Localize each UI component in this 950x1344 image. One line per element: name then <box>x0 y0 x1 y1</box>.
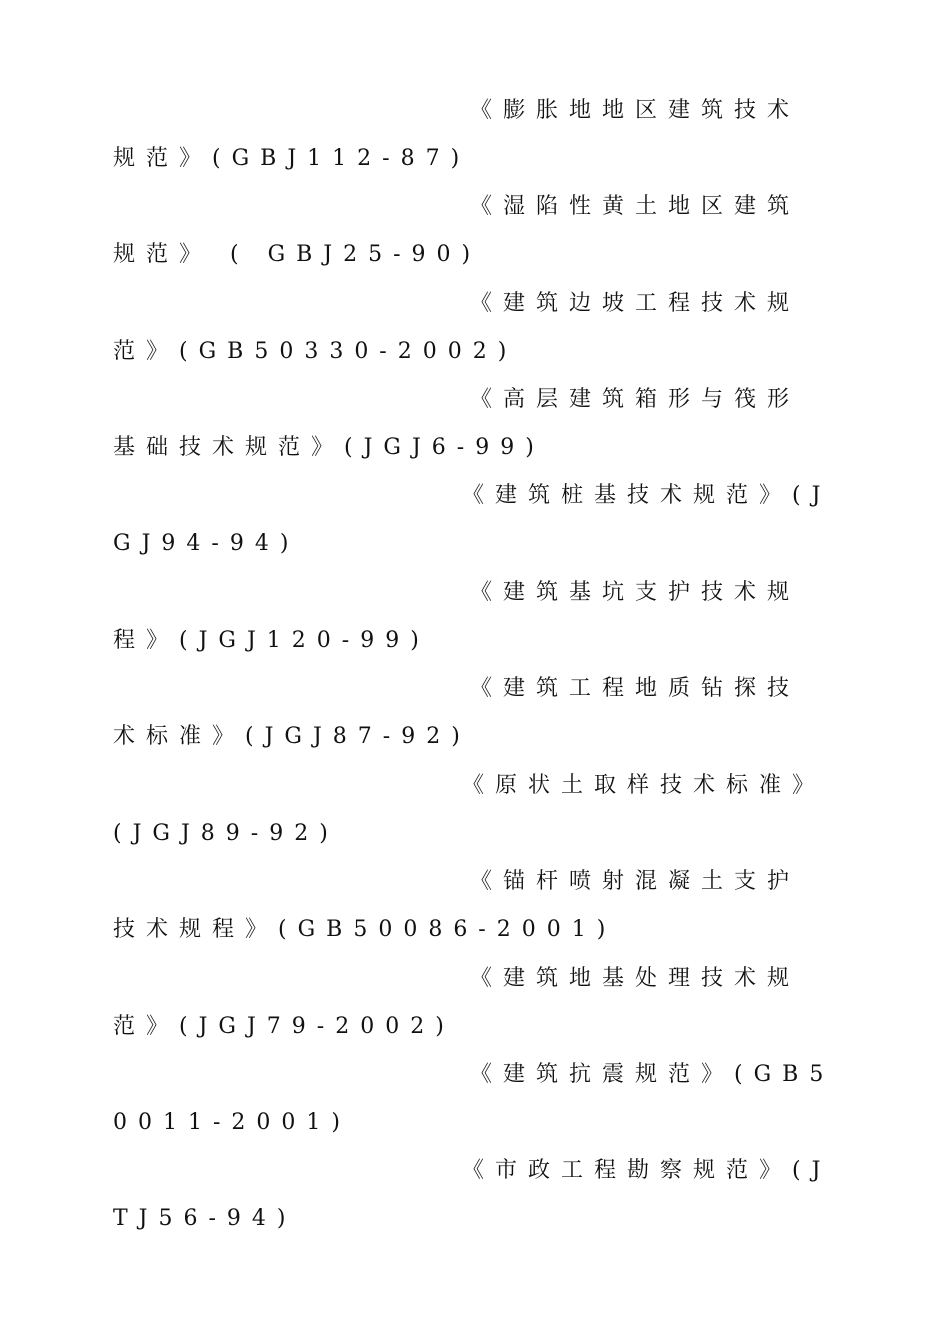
entry-6-line-2: 程》(JGJ120-99) <box>113 628 430 653</box>
entry-4-line-2: 基础技术规范》(JGJ6-99) <box>113 435 545 460</box>
entry-8-line-1: 《原状土取样技术标准》 <box>462 773 826 798</box>
entry-9-line-2: 技术规程》(GB50086-2001) <box>113 917 617 942</box>
entry-12-line-1: 《市政工程勘察规范》(J <box>462 1158 832 1183</box>
entry-2-line-1: 《湿陷性黄土地区建筑 <box>470 194 801 219</box>
entry-8-line-2: (JGJ89-92) <box>113 821 339 846</box>
entry-7-line-2: 术标准》(JGJ87-92) <box>113 724 471 749</box>
entry-5-line-1: 《建筑桩基技术规范》(J <box>462 483 832 508</box>
entry-11-line-1: 《建筑抗震规范》(GB5 <box>470 1062 835 1087</box>
entry-7-line-1: 《建筑工程地质钻探技 <box>470 676 801 701</box>
entry-10-line-2: 范》(JGJ79-2002) <box>113 1014 455 1039</box>
entry-5-line-2: GJ94-94) <box>113 531 300 556</box>
entry-11-line-2: 0011-2001) <box>113 1110 351 1135</box>
entry-2-line-2: 规范》 ( GBJ25-90) <box>113 242 482 267</box>
entry-1-line-1: 《膨胀地地区建筑技术 <box>470 98 801 123</box>
entry-3-line-2: 范》(GB50330-2002) <box>113 339 518 364</box>
entry-10-line-1: 《建筑地基处理技术规 <box>470 966 801 991</box>
entry-3-line-1: 《建筑边坡工程技术规 <box>470 291 801 316</box>
entry-6-line-1: 《建筑基坑支护技术规 <box>470 580 801 605</box>
entry-1-line-2: 规范》(GBJ112-87) <box>113 146 471 171</box>
entry-9-line-1: 《锚杆喷射混凝土支护 <box>470 869 801 894</box>
entry-4-line-1: 《高层建筑箱形与筏形 <box>470 387 801 412</box>
entry-12-line-2: TJ56-94) <box>113 1206 297 1231</box>
